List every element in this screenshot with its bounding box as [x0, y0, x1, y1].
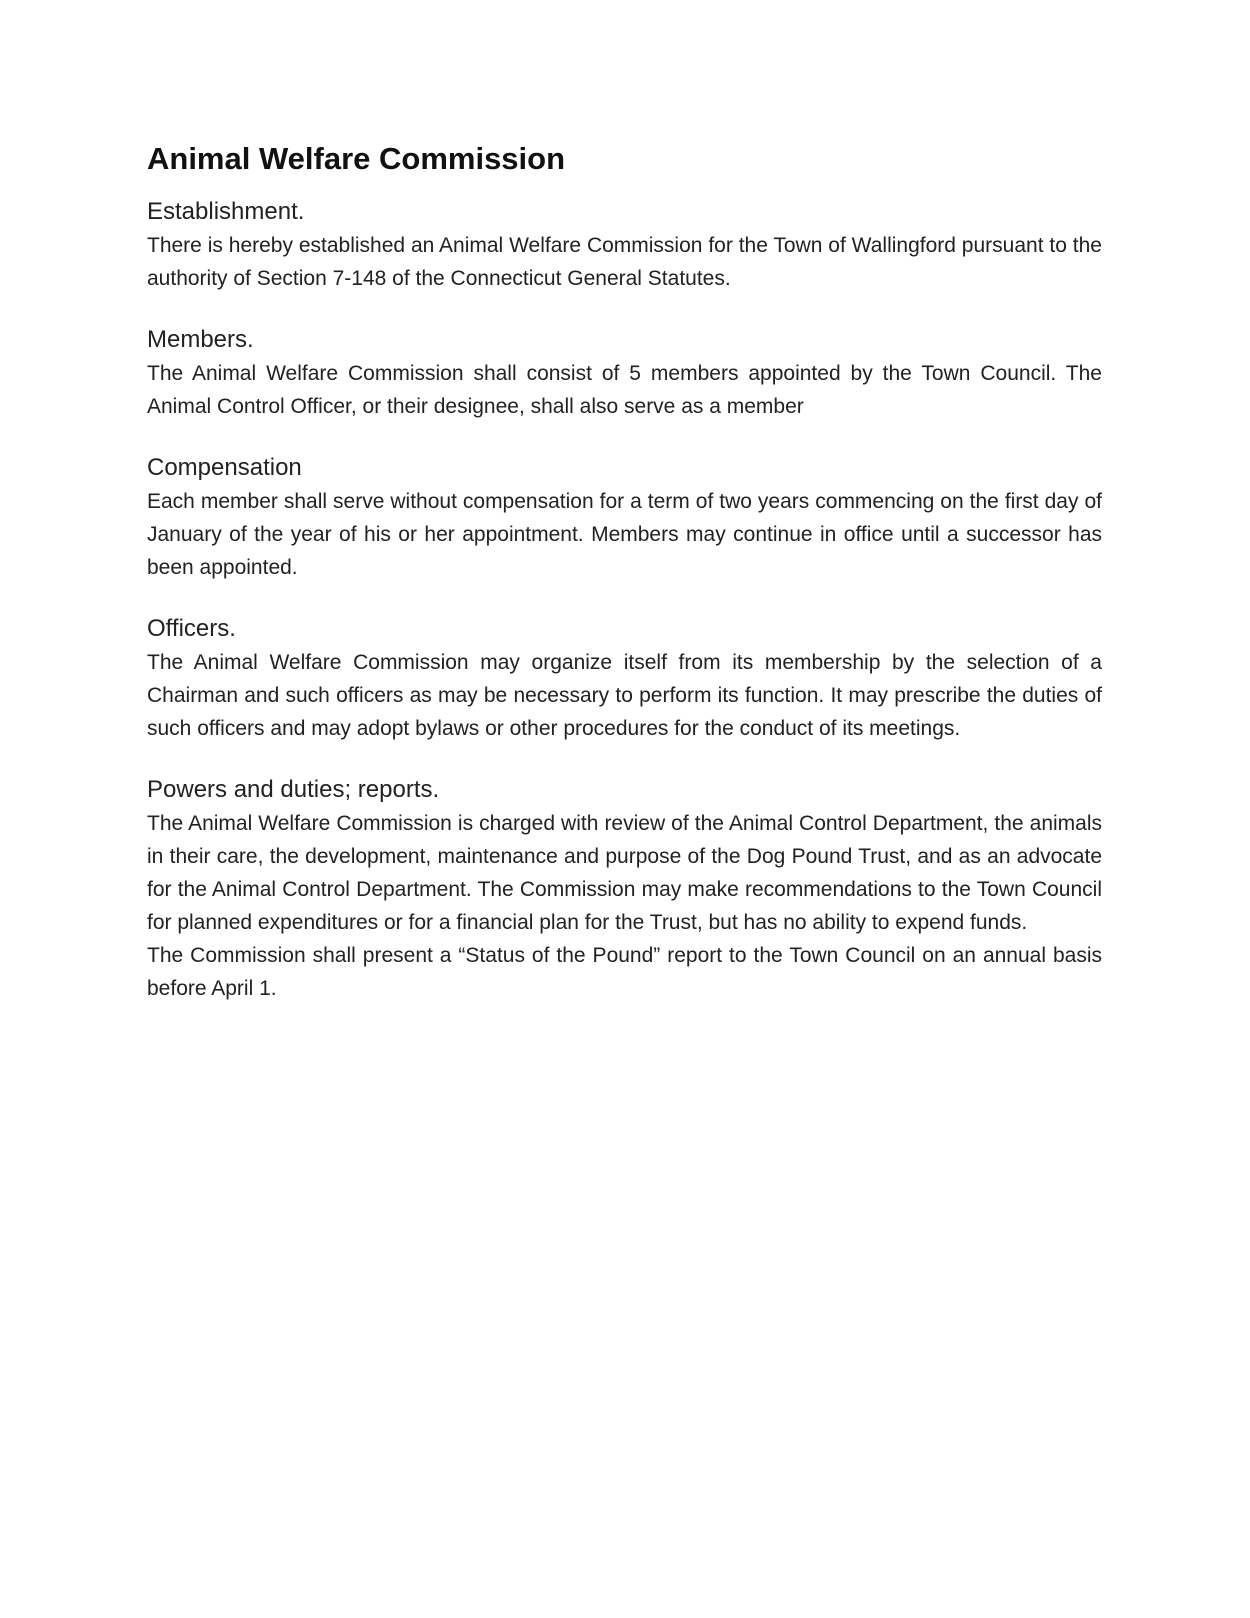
section-paragraph: The Animal Welfare Commission shall consist of 5 members appointed by the Town Council. The Animal Control Officer, or their designee, shall also serve as a member: [147, 362, 1102, 418]
section-heading: Powers and duties; reports.: [147, 776, 440, 803]
section-officers: [147, 613, 1102, 745]
section-heading: Compensation: [147, 454, 302, 481]
section-compensation: [147, 452, 1102, 584]
section-paragraph: The Commission shall present a “Status of the Pound” report to the Town Council on an annual basis before April 1.: [147, 944, 1102, 1000]
section-paragraph: The Animal Welfare Commission may organize itself from its membership by the selection of a Chairman and such officers as may be necessary to perform its function. It may prescribe the duties of such officers and may adopt bylaws or other procedures for the conduct of its meetings.: [147, 651, 1102, 740]
section-heading: Members.: [147, 326, 254, 353]
section-establishment: [147, 196, 1102, 295]
document-page: [147, 140, 1102, 1034]
section-paragraph: The Animal Welfare Commission is charged with review of the Animal Control Department, the animals in their care, the development, maintenance and purpose of the Dog Pound Trust, and as an advocate for the Animal Control Department. The Commission may make recommendations to the Town Council for planned expenditures or for a financial plan for the Trust, but has no ability to expend funds.: [147, 812, 1102, 934]
section-paragraph: There is hereby established an Animal Welfare Commission for the Town of Wallingford pursuant to the authority of Section 7-148 of the Connecticut General Statutes.: [147, 234, 1102, 290]
document-title: Animal Welfare Commission: [147, 141, 566, 176]
section-heading: Officers.: [147, 615, 236, 642]
section-members: [147, 324, 1102, 423]
section-paragraph: Each member shall serve without compensation for a term of two years commencing on the first day of January of the year of his or her appointment. Members may continue in office until a successor has been appointed.: [147, 490, 1102, 579]
section-heading: Establishment.: [147, 198, 305, 225]
section-powers-and-duties: [147, 774, 1102, 1005]
